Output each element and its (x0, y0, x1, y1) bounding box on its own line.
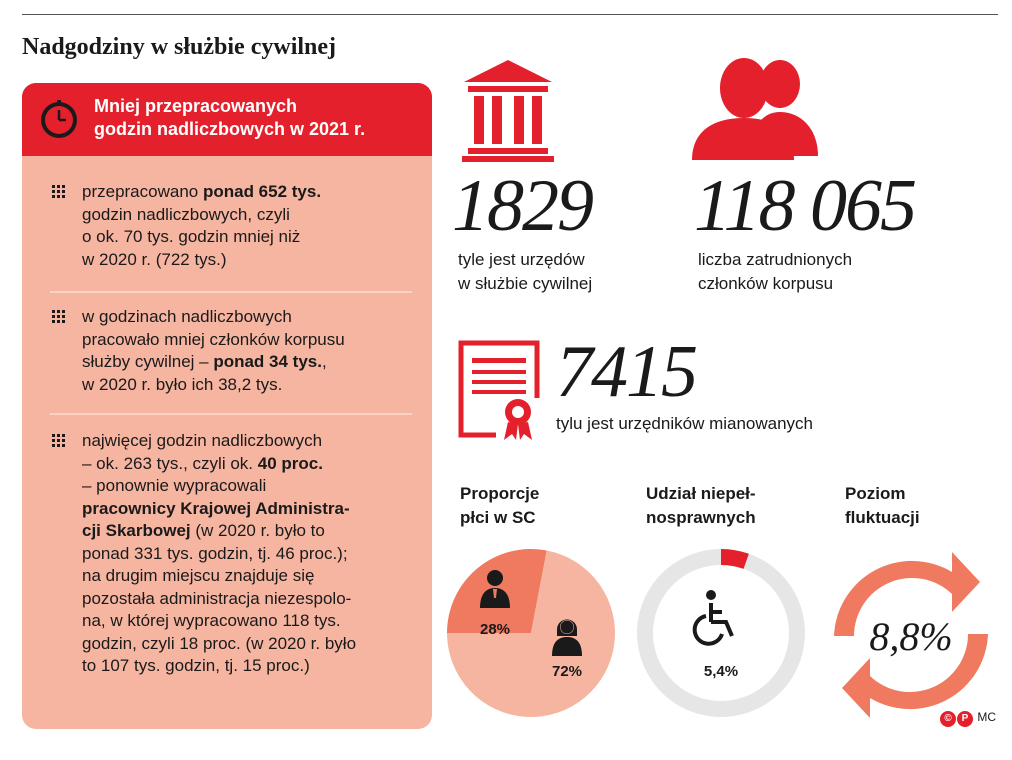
caption-line: w służbie cywilnej (458, 274, 593, 293)
text-line: – ok. 263 tys., czyli ok. (82, 453, 258, 473)
text-line: najwięcej godzin nadliczbowych (82, 431, 323, 450)
caption-line: liczba zatrudnionych (698, 250, 853, 269)
panel-heading (94, 95, 424, 141)
divider (50, 413, 412, 415)
text-line: w 2020 r. było ich 38,2 tys. (82, 374, 283, 394)
text-line: pozostała administracja niezespolo- (82, 588, 352, 608)
title-line: Udział niepeł- (646, 484, 756, 503)
divider (50, 291, 412, 293)
gender-chart-title (460, 482, 539, 530)
people-icon (690, 50, 822, 162)
text-line: służby cywilnej – (82, 352, 214, 371)
text-bold: cji Skarbowej (82, 521, 191, 540)
title-line: Poziom (845, 484, 906, 503)
offices-count: 1829 (452, 165, 592, 247)
certificate-icon (458, 340, 542, 440)
text-line: (w 2020 r. było to (190, 521, 325, 540)
offices-caption (458, 248, 592, 296)
text-line: ponad 331 tys. godzin, tj. 46 proc.); (82, 543, 348, 563)
employees-caption (698, 248, 852, 296)
disabled-chart-title (646, 482, 756, 530)
building-icon (460, 58, 556, 164)
text-line: to 107 tys. godzin, tj. 15 proc.) (82, 656, 310, 675)
panel-header (22, 83, 432, 156)
caption-line: tyle jest urzędów (458, 250, 585, 269)
author-initials: MC (977, 710, 997, 724)
panel-heading-line1: Mniej przepracowanych (94, 96, 298, 116)
disabled-pct-label: 5,4% (703, 663, 739, 680)
text-line: – ponownie wypracowali (82, 476, 267, 495)
panel-item-text (82, 430, 422, 678)
gender-pie-chart (446, 548, 616, 718)
text-line: , (321, 352, 327, 371)
text-line: przepracowano (82, 182, 203, 201)
women-pct-label: 72% (551, 663, 583, 680)
appointed-caption: tylu jest urzędników mianowanych (556, 414, 814, 433)
dots-bullet-icon (52, 185, 66, 199)
dots-bullet-icon (52, 434, 66, 448)
copyright-icon: © (940, 711, 956, 727)
text-line: o ok. 70 tys. godzin mniej niż (82, 227, 301, 246)
wheelchair-icon (695, 590, 732, 644)
employees-count: 118 065 (694, 165, 916, 247)
disabled-donut-chart (636, 548, 806, 718)
men-pct-label: 28% (479, 621, 511, 638)
text-line: w 2020 r. (722 tys.) (82, 249, 227, 269)
text-line: na, w której wypracowano 118 tys. (82, 611, 341, 630)
text-line: na drugim miejscu znajduje się (82, 566, 315, 585)
text-bold: ponad 652 tys. (202, 182, 322, 201)
title-line: fluktuacji (845, 508, 920, 527)
turnover-chart-title (845, 482, 920, 530)
panel-heading-line2: godzin nadliczbowych w 2021 r. (94, 119, 366, 139)
caption-line: członków korpusu (698, 274, 834, 293)
turnover-cycle-chart (820, 530, 1002, 740)
title-line: Proporcje (460, 484, 540, 503)
top-rule (22, 14, 998, 15)
summary-panel (22, 83, 432, 729)
page-title: Nadgodziny w służbie cywilnej (22, 34, 337, 60)
turnover-pct-label: 8,8% (869, 614, 953, 659)
donut-slice-other (637, 549, 805, 717)
title-line: płci w SC (460, 508, 536, 527)
appointed-count: 7415 (556, 331, 696, 413)
credits (940, 710, 996, 727)
panel-item-text (82, 181, 422, 271)
text-line: godzin, czyli 18 proc. (w 2020 r. było (82, 633, 357, 653)
text-bold: ponad 34 tys. (213, 352, 322, 371)
text-bold: pracownicy Krajowej Administra- (82, 498, 350, 518)
panel-item-text (82, 306, 422, 396)
text-line: godzin nadliczbowych, czyli (82, 204, 290, 224)
clock-icon (38, 98, 80, 140)
text-line: w godzinach nadliczbowych (82, 307, 292, 326)
title-line: nosprawnych (646, 508, 756, 527)
dots-bullet-icon (52, 310, 66, 324)
phonogram-icon: P (957, 711, 973, 727)
text-bold: 40 proc. (257, 453, 323, 473)
text-line: pracowało mniej członków korpusu (82, 329, 345, 349)
